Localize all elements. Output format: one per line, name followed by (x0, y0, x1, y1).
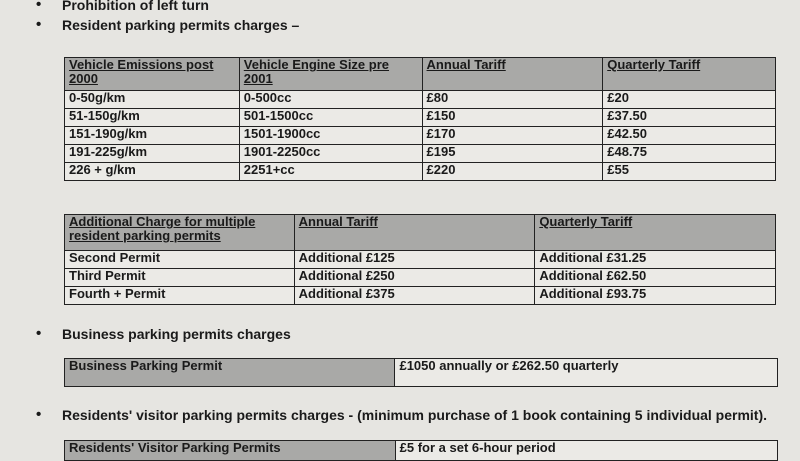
header-additional-charge: Additional Charge for multiple resident parking permits (65, 215, 295, 251)
bullet-icon: • (36, 0, 42, 13)
table-cell: £42.50 (603, 127, 776, 145)
bullet-business-charges (36, 325, 291, 342)
table-row (65, 145, 776, 163)
table-cell: 51-150g/km (65, 109, 240, 127)
table-cell: Additional £250 (294, 269, 535, 287)
table-row (65, 359, 778, 387)
bullet-prohibition (36, 0, 209, 13)
table-cell: 2251+cc (239, 163, 422, 181)
table-row (65, 109, 776, 127)
table-cell-label: Residents' Visitor Parking Permits (65, 441, 396, 461)
table-row (65, 251, 776, 269)
bullet-icon: • (36, 325, 42, 342)
header-annual-tariff: Annual Tariff (422, 58, 603, 91)
table-cell: Additional £375 (294, 287, 535, 305)
table-cell: 1901-2250cc (239, 145, 422, 163)
table-cell-value: £1050 annually or £262.50 quarterly (395, 359, 778, 387)
table-cell: £20 (603, 91, 776, 109)
table-row (65, 127, 776, 145)
table-cell: Additional £93.75 (535, 287, 776, 305)
table-cell: 191-225g/km (65, 145, 240, 163)
table-header-row (65, 58, 776, 91)
table-cell: Additional £62.50 (535, 269, 776, 287)
table-cell: £48.75 (603, 145, 776, 163)
table-cell: £80 (422, 91, 603, 109)
header-engine-size: Vehicle Engine Size pre 2001 (239, 58, 422, 91)
table-cell: Fourth + Permit (65, 287, 295, 305)
bullet-icon: • (36, 16, 42, 33)
table-cell: 501-1500cc (239, 109, 422, 127)
table-cell: Additional £31.25 (535, 251, 776, 269)
table-row (65, 91, 776, 109)
table-cell: 0-50g/km (65, 91, 240, 109)
table-row (65, 269, 776, 287)
bullet-text: Residents' visitor parking permits charges - (minimum purchase of 1 book containing 5 individual permit). (62, 407, 768, 423)
table-cell-value: £5 for a set 6-hour period (395, 441, 777, 461)
bullet-resident-charges (36, 16, 300, 33)
header-quarterly-tariff: Quarterly Tariff (603, 58, 776, 91)
table-cell: Third Permit (65, 269, 295, 287)
additional-permit-table (64, 214, 776, 305)
business-permit-table (64, 358, 778, 387)
table-cell: 0-500cc (239, 91, 422, 109)
bullet-icon: • (36, 406, 42, 423)
bullet-text: Resident parking permits charges – (62, 17, 300, 33)
header-emissions: Vehicle Emissions post 2000 (65, 58, 240, 91)
resident-permit-table (64, 57, 776, 181)
table-cell: £37.50 (603, 109, 776, 127)
table-header-row (65, 215, 776, 251)
table-cell: £170 (422, 127, 603, 145)
table-row (65, 287, 776, 305)
table-cell-label: Business Parking Permit (65, 359, 395, 387)
bullet-visitor-charges (36, 406, 768, 423)
table-cell: 1501-1900cc (239, 127, 422, 145)
header-quarterly-tariff: Quarterly Tariff (535, 215, 776, 251)
header-annual-tariff: Annual Tariff (294, 215, 535, 251)
visitor-permit-table (64, 440, 778, 461)
table-cell: 151-190g/km (65, 127, 240, 145)
bullet-text: Prohibition of left turn (62, 0, 209, 13)
bullet-text: Business parking permits charges (62, 326, 291, 342)
table-cell: £150 (422, 109, 603, 127)
table-cell: £195 (422, 145, 603, 163)
table-row (65, 441, 778, 461)
table-cell: 226 + g/km (65, 163, 240, 181)
table-row (65, 163, 776, 181)
table-cell: Second Permit (65, 251, 295, 269)
table-cell: £220 (422, 163, 603, 181)
table-cell: Additional £125 (294, 251, 535, 269)
table-cell: £55 (603, 163, 776, 181)
